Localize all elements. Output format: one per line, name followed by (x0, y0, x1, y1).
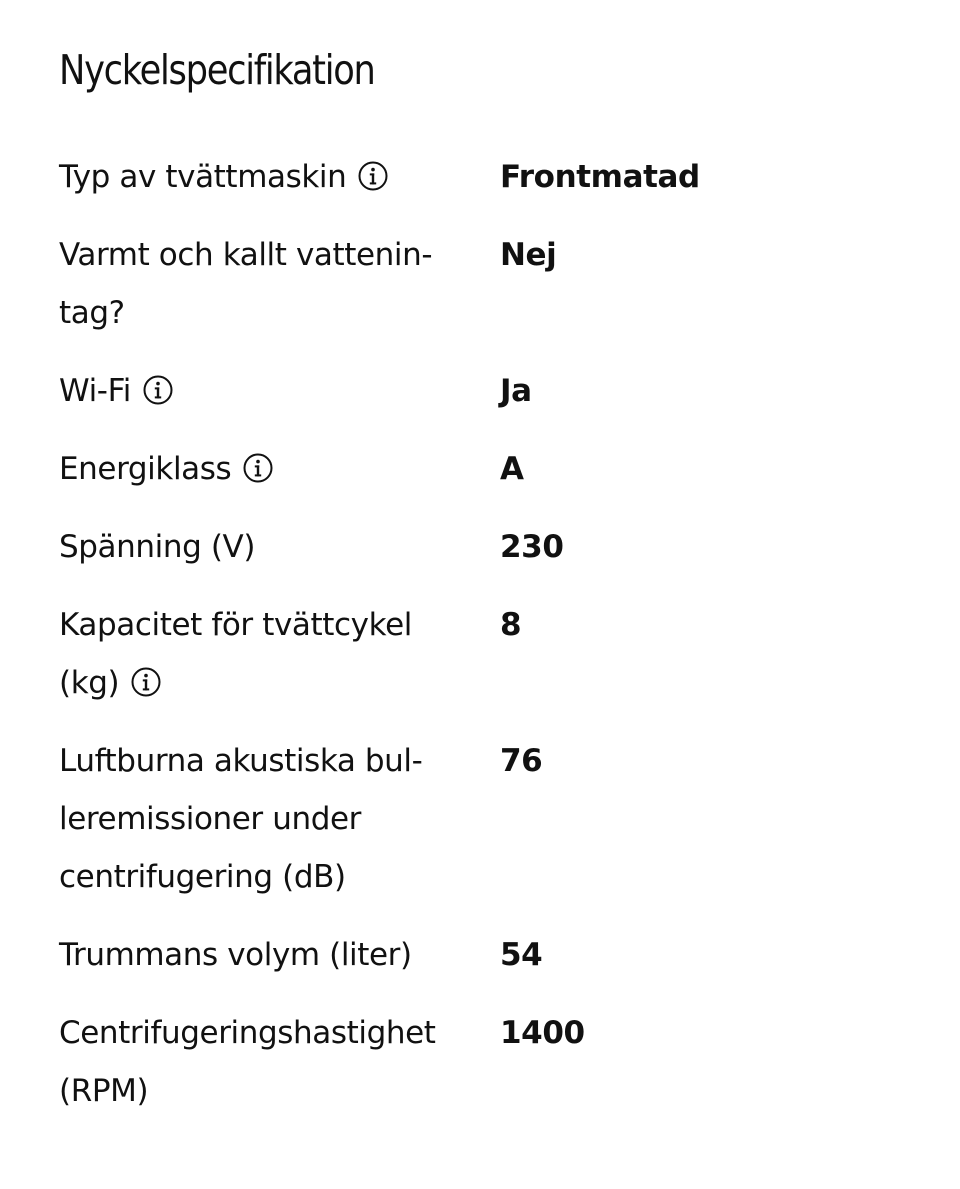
spec-value: 230 (500, 529, 564, 565)
spec-value: Ja (500, 373, 532, 409)
spec-label: Spänning (V) (59, 529, 256, 565)
spec-row-wifi (59, 362, 919, 440)
spec-row-hot-cold-water (59, 226, 919, 362)
spec-label: Centrifugeringshastighet (RPM) (59, 1015, 436, 1109)
spec-value: A (500, 451, 524, 487)
spec-label: Wi-Fi (59, 362, 500, 420)
spec-label: Luftburna akustiska bul- leremissioner under centrifugering (dB) (59, 743, 423, 895)
info-icon[interactable] (143, 375, 173, 405)
spec-label: Kapacitet för tvättcykel (kg) (59, 607, 412, 701)
spec-label: Typ av tvättmaskin (59, 148, 500, 206)
spec-value: 54 (500, 937, 543, 973)
spec-value: 8 (500, 607, 522, 643)
spec-label: Trummans volym (liter) (59, 937, 412, 973)
spec-row-voltage (59, 518, 919, 596)
info-icon[interactable] (243, 453, 273, 483)
spec-row-drum-volume (59, 926, 919, 1004)
section-title: Nyckelspecifikation (59, 46, 375, 94)
spec-row-capacity (59, 596, 919, 732)
spec-row-energy-class (59, 440, 919, 518)
info-icon[interactable] (131, 667, 161, 697)
spec-label: Varmt och kallt vattenin- tag? (59, 237, 433, 331)
info-icon[interactable] (358, 161, 388, 191)
key-specification-section (59, 0, 919, 1109)
spec-row-washer-type (59, 148, 919, 226)
spec-label: Energiklass (59, 440, 500, 498)
spec-value: Nej (500, 237, 557, 273)
spec-value: 1400 (500, 1015, 585, 1051)
spec-row-noise-emission (59, 732, 919, 926)
spec-value: 76 (500, 743, 543, 779)
spec-value: Frontmatad (500, 159, 700, 195)
spec-list (59, 148, 919, 1140)
spec-row-spin-speed (59, 1004, 919, 1140)
